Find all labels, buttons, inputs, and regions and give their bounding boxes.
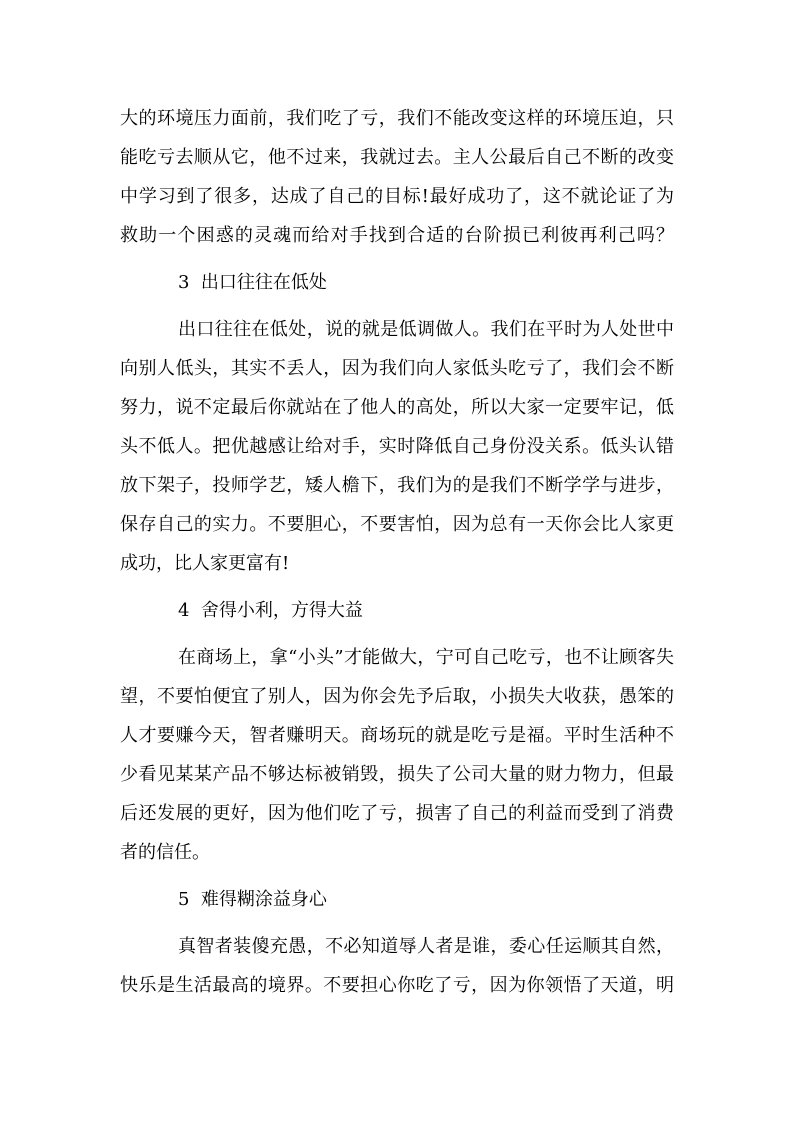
text-line: 后还发展的更好，因为他们吃了亏，损害了自己的利益而受到了消费 bbox=[120, 803, 674, 824]
text-line: 人才要赚今天，智者赚明天。商场玩的就是吃亏是福。平时生活种不 bbox=[120, 725, 674, 746]
text-line: 真智者装傻充愚，不必知道辱人者是谁，委心任运顺其自然， bbox=[178, 936, 674, 957]
text-line: 成功，比人家更富有! bbox=[120, 553, 290, 574]
text-line: 头不低人。把优越感让给对手，实时降低自己身份没关系。低头认错 bbox=[120, 436, 674, 457]
document-body bbox=[120, 99, 674, 1005]
text-line: 者的信任。 bbox=[120, 842, 210, 863]
text-line: 放下架子，投师学艺，矮人檐下，我们为的是我们不断学学与进步， bbox=[120, 475, 674, 496]
section-paragraph bbox=[120, 638, 674, 872]
text-line: 能吃亏去顺从它，他不过来，我就过去。主人公最后自己不断的改变 bbox=[120, 147, 674, 168]
section-paragraph bbox=[120, 927, 674, 1005]
text-line: 保存自己的实力。不要胆心，不要害怕，因为总有一天你会比人家更 bbox=[120, 514, 674, 535]
continuation-paragraph bbox=[120, 99, 674, 255]
text-line: 大的环境压力面前，我们吃了亏，我们不能改变这样的环境压迫，只 bbox=[120, 108, 674, 129]
section-3 bbox=[120, 263, 674, 583]
section-paragraph bbox=[120, 310, 674, 583]
text-line: 向别人低头，其实不丢人，因为我们向人家低头吃亏了，我们会不断 bbox=[120, 358, 674, 379]
text-line: 少看见某某产品不够达标被销毁，损失了公司大量的财力物力，但最 bbox=[120, 764, 674, 785]
text-line: 努力，说不定最后你就站在了他人的高处，所以大家一定要牢记，低 bbox=[120, 397, 674, 418]
text-line: 中学习到了很多，达成了自己的目标!最好成功了，这不就论证了为 bbox=[120, 186, 674, 207]
text-line: 在商场上，拿“小头”才能做大，宁可自己吃亏，也不让顾客失 bbox=[178, 647, 674, 668]
text-line: 救助一个困惑的灵魂而给对手找到合适的台阶损已利彼再利己吗？ bbox=[120, 225, 674, 246]
section-heading: 4 舍得小利，方得大益 bbox=[178, 600, 363, 621]
text-line: 快乐是生活最高的境界。不要担心你吃了亏，因为你领悟了天道，明 bbox=[120, 975, 674, 996]
section-heading: 5 难得糊涂益身心 bbox=[178, 889, 327, 910]
section-4 bbox=[120, 591, 674, 872]
text-line: 望，不要怕便宜了别人，因为你会先予后取，小损失大收获，愚笨的 bbox=[120, 686, 674, 707]
section-5 bbox=[120, 880, 674, 1005]
text-line: 出口往往在低处，说的就是低调做人。我们在平时为人处世中 bbox=[178, 319, 674, 340]
section-heading: 3 出口往往在低处 bbox=[178, 272, 327, 293]
